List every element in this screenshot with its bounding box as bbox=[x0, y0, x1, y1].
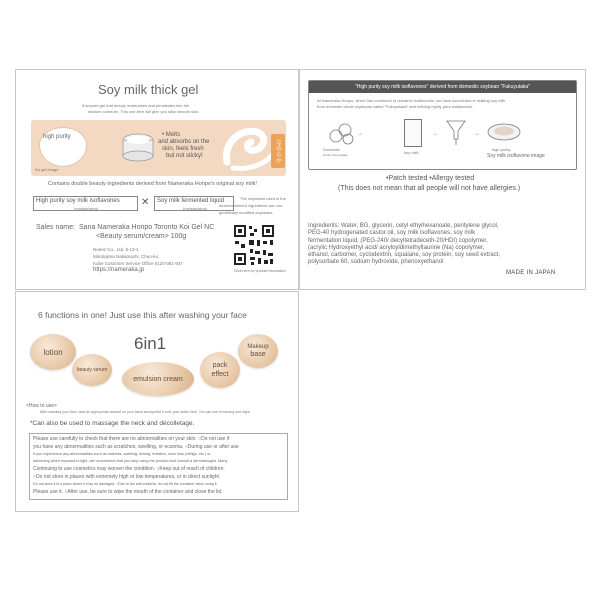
company-line-2: Minatojima Nakamachi, Chuo-ku, bbox=[93, 254, 160, 259]
bubble-emulsion-cream: emulsion cream bbox=[122, 362, 194, 396]
pack-line-1: pack bbox=[212, 362, 228, 369]
tested-text: •Patch tested •Allergy tested bbox=[386, 175, 475, 182]
makeup-line-2: base bbox=[250, 351, 266, 358]
isoflavone-header: "High purity soy milk isoflavones" derived from domestic soybean "Fukuyutaka" bbox=[309, 81, 576, 93]
company-line-3: Kobe Customer Service Office 0120-081-937 bbox=[93, 261, 183, 266]
step1-sub: whole Fukuyutaka bbox=[323, 153, 348, 157]
caution-6: ○Do not store in places with extremely high or low temperatures, or in direct sunlight. bbox=[33, 474, 221, 480]
qr-caption: Click here for product information bbox=[234, 269, 286, 273]
sales-name-2: <Beauty serum/cream> 100g bbox=[96, 233, 187, 240]
howto-text: After washing your face, take an appropriate amount on your hand and spread it over your entire face. You can use it morning and night. bbox=[40, 410, 251, 414]
arrow-2: → bbox=[432, 131, 438, 137]
caution-box bbox=[29, 433, 288, 500]
ingredient-2-sub: (moisturizing) bbox=[183, 206, 208, 211]
intro-line-2: stratum corneum. This one item will give you silky smooth skin. bbox=[88, 109, 200, 114]
absorbs-line-2: skin, feels fresh bbox=[162, 146, 204, 152]
bubble-makeup-base bbox=[238, 334, 278, 368]
isoflavone-desc-1: At Nameraka Honpo, which has continued to research isoflavones, we have succeeded in making soy milk bbox=[317, 98, 506, 103]
functions-panel bbox=[15, 291, 299, 512]
sales-name-1: Sana Nameraka Honpo Toronto Koi Gel NC bbox=[79, 224, 215, 231]
soy-note-1: The soybeans used in the bbox=[240, 196, 286, 201]
functions-title: 6 functions in one! Just use this after washing your face bbox=[38, 310, 247, 320]
jar-icon bbox=[121, 132, 155, 162]
soy-note-3: genetically modified soybeans. bbox=[219, 210, 274, 215]
ingredient-2: Soy milk fermented liquid bbox=[157, 198, 225, 204]
caution-4: darkening when exposed to light, we recommend that you stop using the product and consult a dermatologist. Many bbox=[33, 459, 228, 463]
contains-text: Contains double beauty ingredients derived from Nameraka Honpo's original soy milk! bbox=[48, 181, 257, 187]
soy-milk-glass-icon bbox=[404, 119, 422, 147]
isoflavone-desc-2: from domestic whole soybeans called "Fukuyutaka" and refining highly pure isoflavones. bbox=[317, 104, 474, 109]
isoflavone-panel bbox=[299, 69, 586, 290]
arrow-3: → bbox=[474, 131, 480, 137]
melts-text: • Melts bbox=[162, 132, 181, 138]
product-gel-panel bbox=[15, 69, 299, 290]
massage-note: *Can also be used to massage the neck and décolletage. bbox=[30, 420, 195, 427]
arrow-1: → bbox=[357, 131, 363, 137]
makeup-line-1: Makeup bbox=[247, 344, 269, 350]
ingredient-box-1 bbox=[33, 196, 138, 211]
ingredient-1-sub: (moisturizing) bbox=[74, 206, 99, 211]
sales-label: Sales name: bbox=[36, 224, 75, 231]
ingredients-list: Ingredients: Water, BG, glycerin, cetyl ethylhexanoate, pentylene glycol, PEG-40 hydrogenated castor oil, soy milk isoflavones, soy milk fermentation liquid, (PEG-240/ decyltetradeceth-20/HDI) copolymer, (acrylic Hydroxyethyl acid/ acryloyldimethyltaurine (Na) copolymer, ethanol, carbomer, cyclodextrin, squalane, soy protein, soy seed extract, polysorbate 60, sodium hydroxide, phenoxyethanol bbox=[308, 223, 501, 266]
absorbs-line-1: and absorbs on the bbox=[158, 139, 210, 145]
soybeans-icon bbox=[327, 121, 357, 145]
step4-label-2: Soy milk isoflavone image bbox=[487, 153, 545, 159]
panel-title: Soy milk thick gel bbox=[98, 82, 199, 97]
caution-7: Do not store it in a place where it may be damaged. ○Due to the soft contents, do not tilt the container when using it. bbox=[33, 482, 218, 486]
gel-image-caption: It's gel image bbox=[35, 167, 59, 172]
drop-label: high purity bbox=[43, 134, 71, 140]
isoflavone-dish-icon bbox=[486, 121, 522, 143]
absorbs-line-3: but not sticky! bbox=[166, 153, 203, 159]
bubble-pack-effect bbox=[200, 352, 240, 388]
funnel-icon bbox=[445, 119, 467, 147]
caution-3: If you experience any abnormalities such as redness, swelling, itching, irritation, color loss (vitiligo, etc.) or bbox=[33, 452, 211, 456]
allergy-disclaimer: (This does not mean that all people will not have allergies.) bbox=[338, 185, 521, 192]
step4-label: high purity bbox=[492, 147, 511, 152]
bubble-beauty-serum: beauty serum bbox=[72, 354, 112, 386]
caution-2: you have any abnormalities such as scratches, swelling, or eczema. ○During use or after use bbox=[33, 444, 239, 450]
howto-heading: <How to use> bbox=[26, 403, 57, 409]
brand-badge: なめらか bbox=[271, 134, 285, 168]
made-in-japan: MADE IN JAPAN bbox=[506, 270, 556, 276]
caution-8: Please use it. ○After use, be sure to wipe the mouth of the container and close the lid. bbox=[33, 489, 223, 495]
intro-line-1: A smooth gel that deeply moisturizes and penetrates into the bbox=[82, 103, 190, 108]
isoflavone-box bbox=[308, 80, 577, 170]
drop-icon bbox=[39, 127, 87, 167]
pack-line-2: effect bbox=[211, 371, 229, 378]
qr-code-icon[interactable] bbox=[232, 223, 276, 267]
bubble-lotion: lotion bbox=[30, 334, 76, 370]
cross-icon: ✕ bbox=[141, 197, 150, 208]
step2-label: soy milk bbox=[404, 150, 419, 155]
caution-1: Please use carefully to check that there are no abnormalities on your skin. ○Do not use if bbox=[33, 436, 230, 442]
ingredient-1: High purity soy milk isoflavones bbox=[36, 198, 120, 204]
caution-5: Continuing to use cosmetics may worsen the condition. ○Keep out of reach of children. bbox=[33, 466, 225, 472]
step1-label: Domestic bbox=[323, 147, 340, 152]
soy-note-2: aforementioned ingredients are non- bbox=[219, 203, 284, 208]
company-line-1: Noevir Co., Ltd. 6-13-1 bbox=[93, 247, 139, 252]
six-in-one: 6in1 bbox=[134, 334, 167, 353]
website-url[interactable]: https://nameraka.jp bbox=[93, 267, 145, 273]
gel-banner bbox=[31, 120, 286, 176]
